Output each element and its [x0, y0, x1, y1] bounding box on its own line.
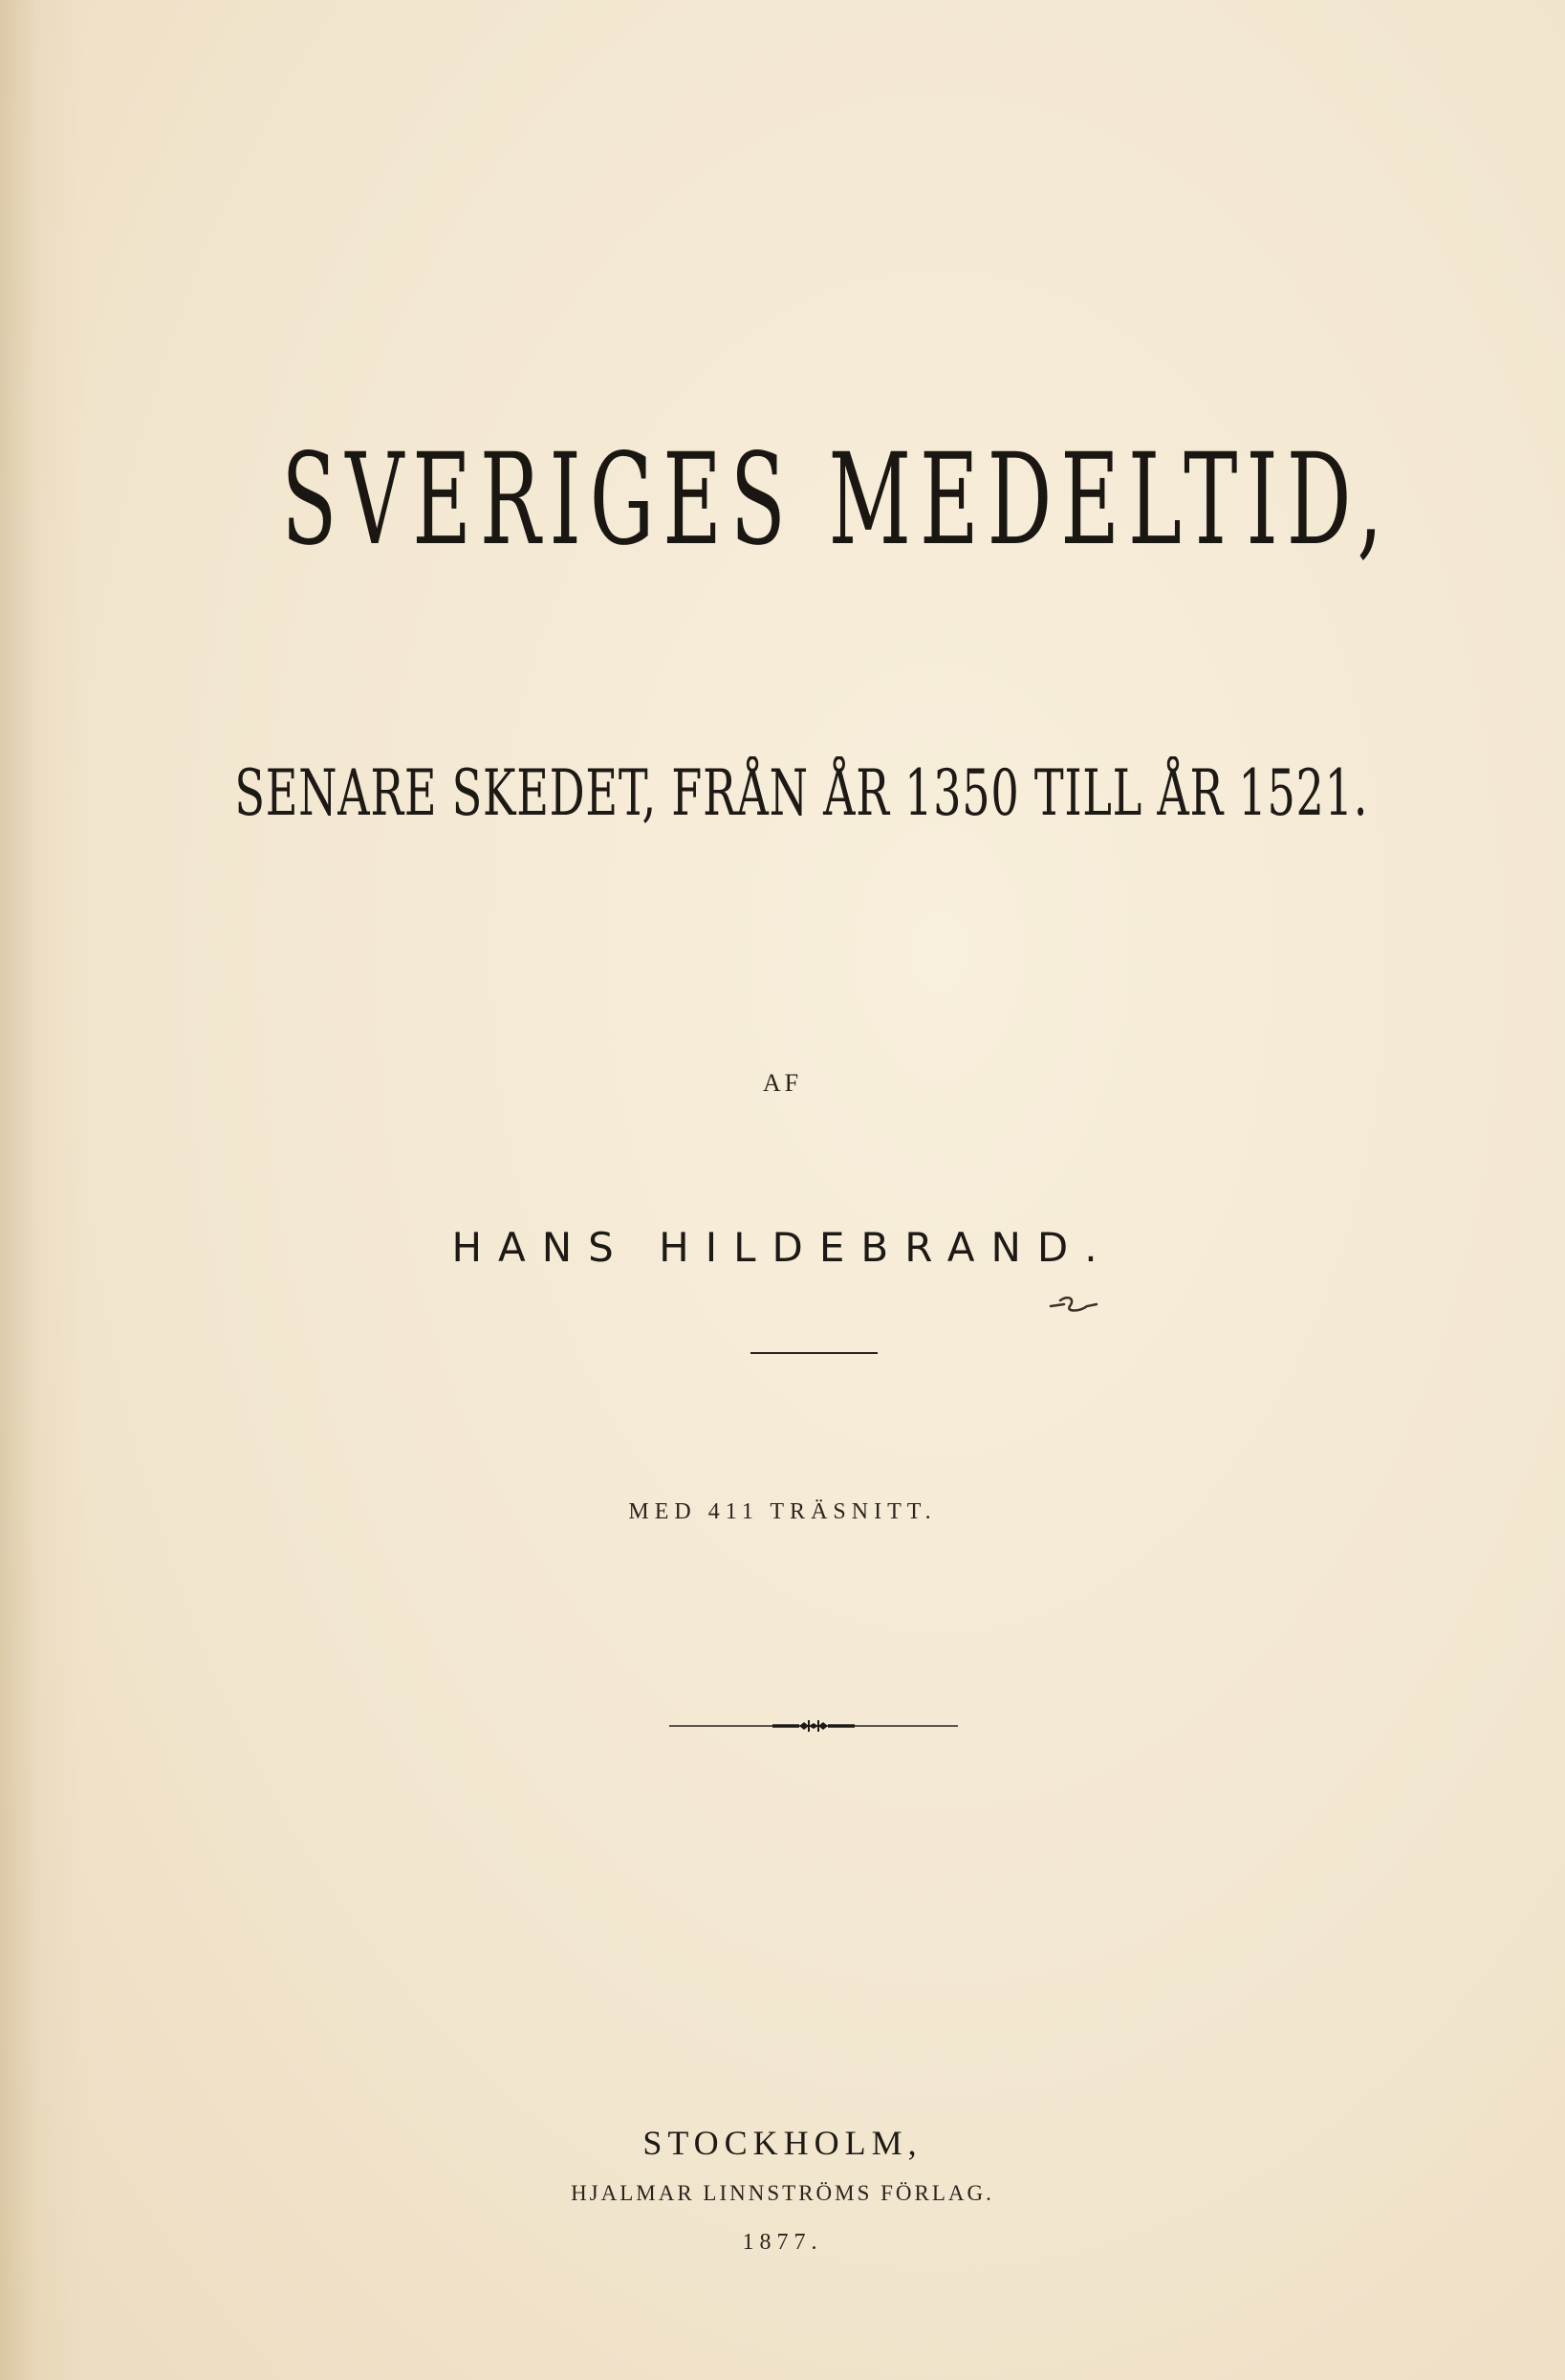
pencil-mark-icon: [1047, 1291, 1114, 1320]
illustrations-note: MED 411 TRÄSNITT.: [628, 1499, 937, 1524]
byline-label: AF: [762, 1069, 803, 1097]
ornamental-rule-icon: [669, 1716, 958, 1736]
imprint-year: 1877.: [742, 2230, 823, 2255]
author-name: HANS HILDEBRAND.: [451, 1224, 1114, 1271]
book-subtitle: SENARE SKEDET, FRÅN ÅR 1350 TILL ÅR 1521.: [234, 756, 1369, 830]
book-title: SVERIGES MEDELTID,: [281, 426, 1392, 574]
divider-rule: [750, 1352, 878, 1354]
imprint-publisher: HJALMAR LINNSTRÖMS FÖRLAG.: [571, 2181, 994, 2205]
imprint-city: STOCKHOLM,: [642, 2124, 923, 2162]
